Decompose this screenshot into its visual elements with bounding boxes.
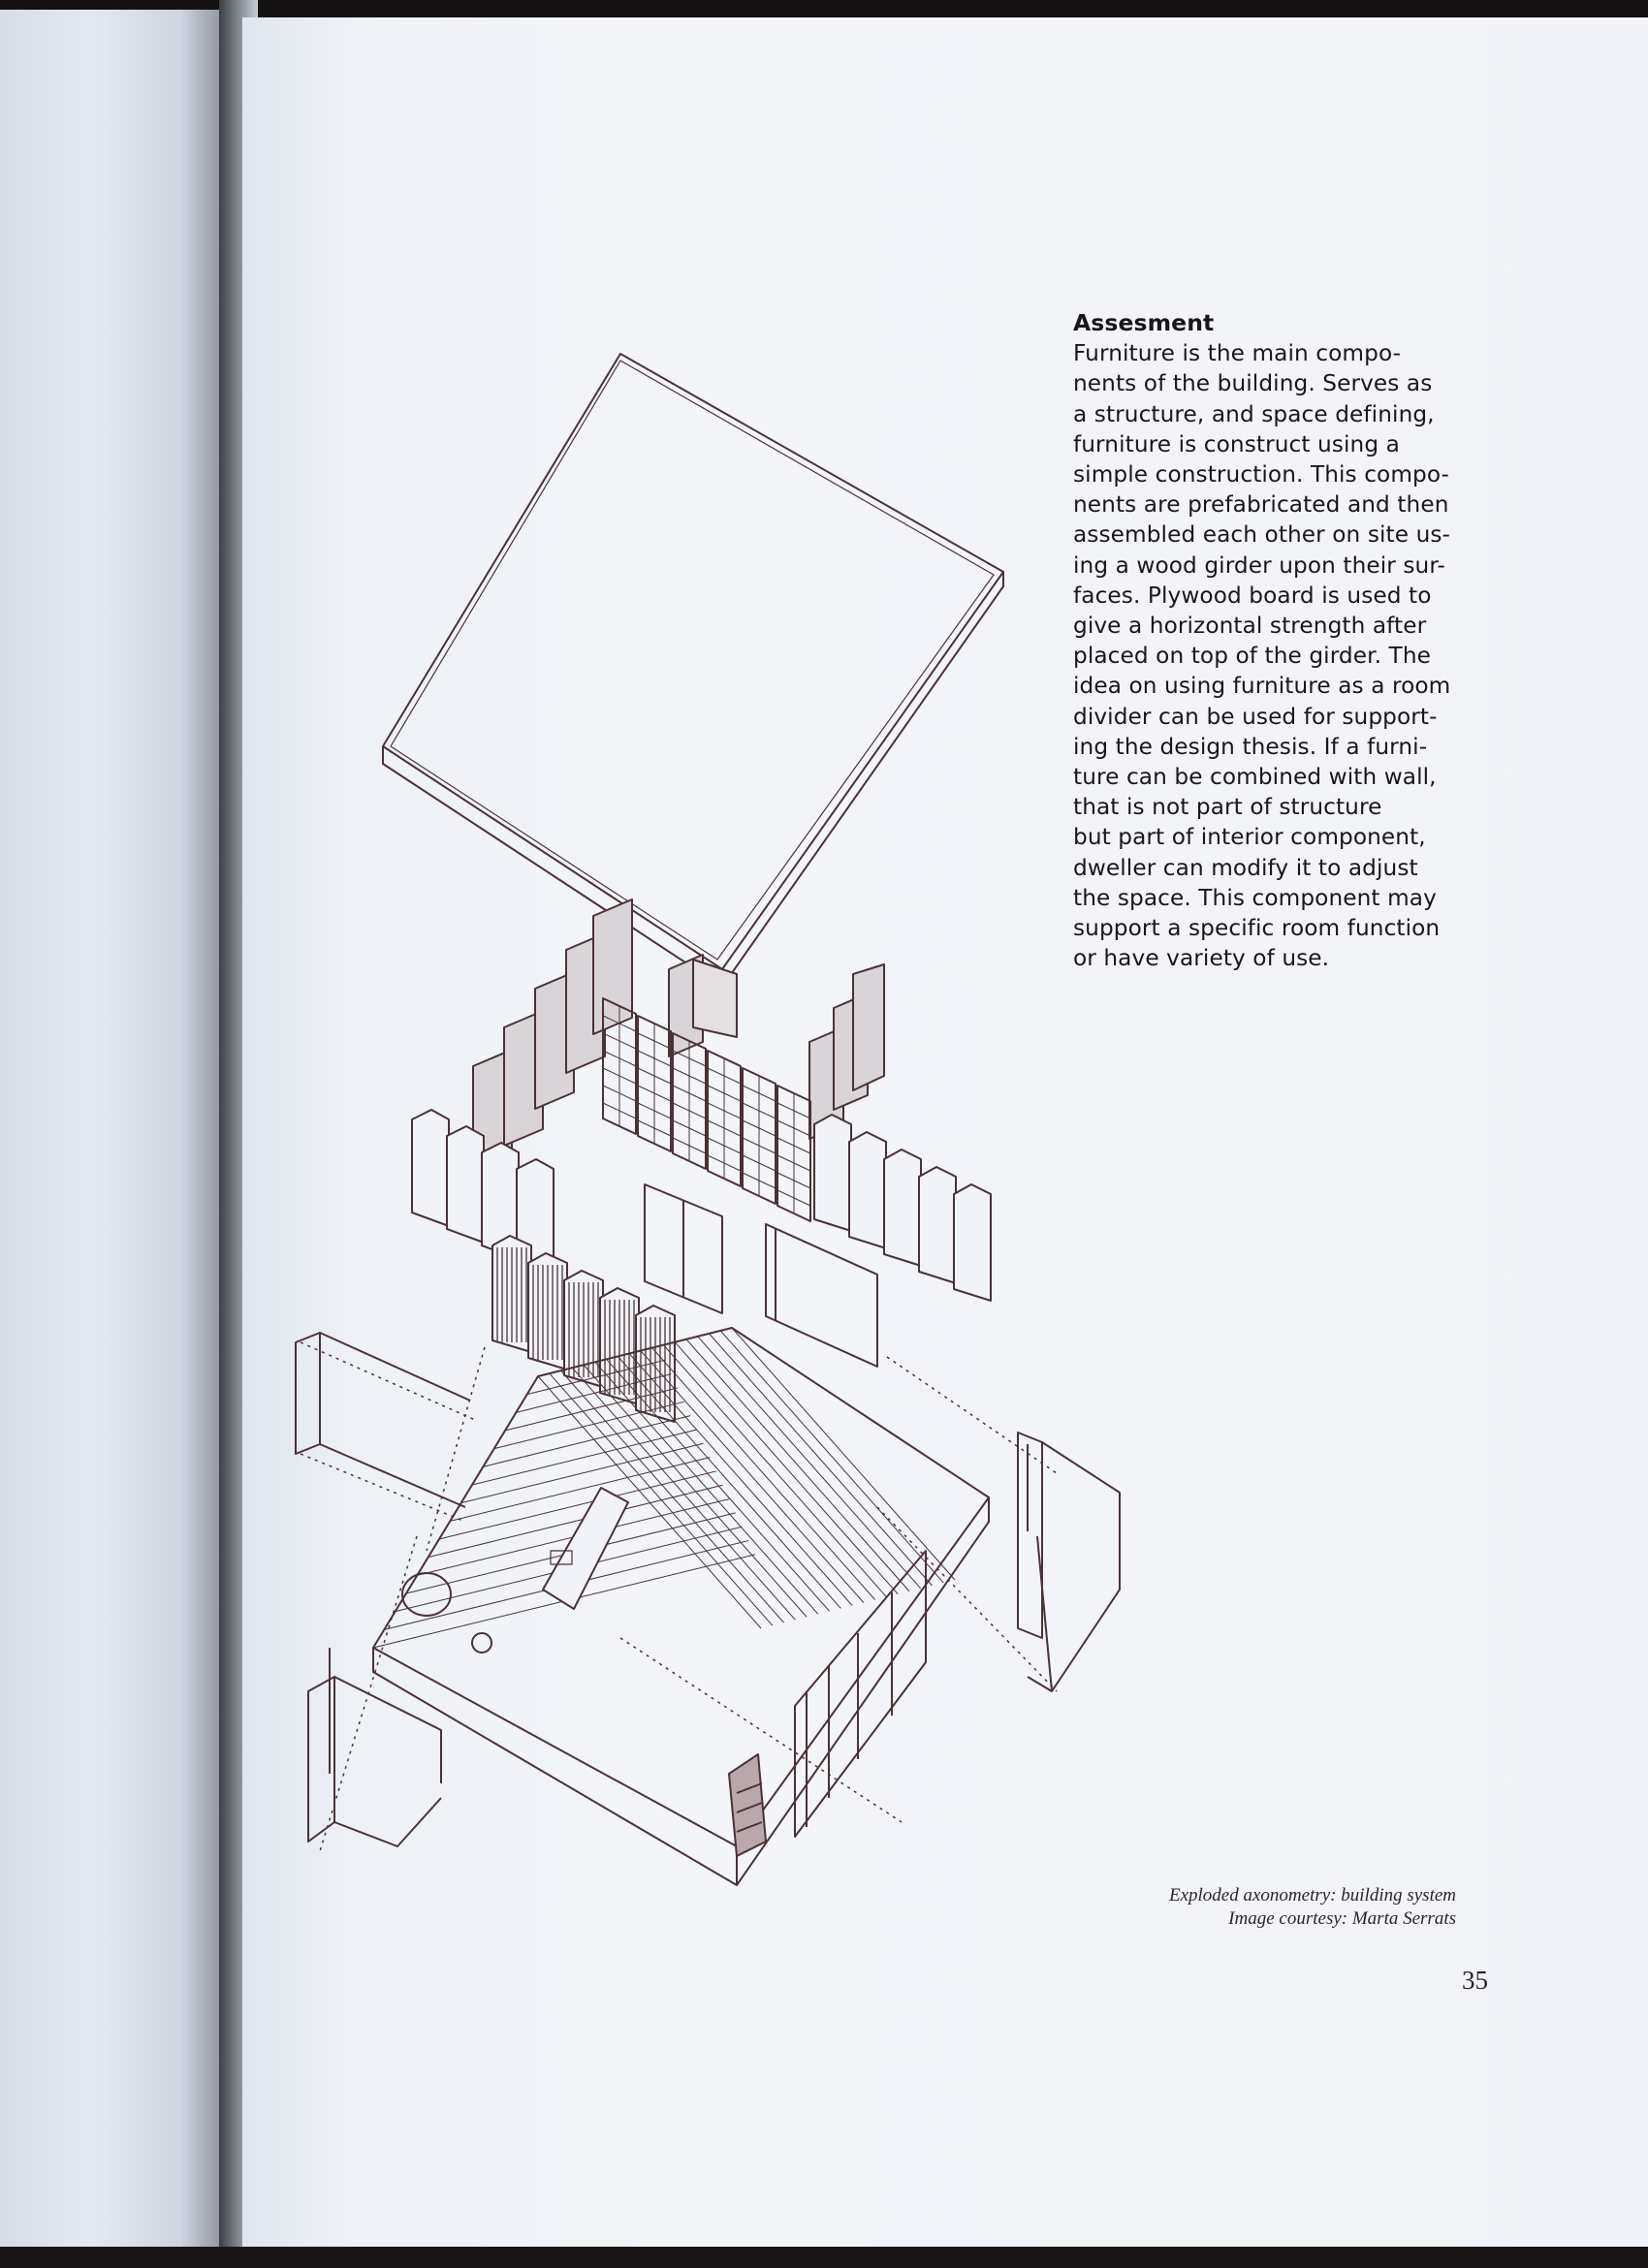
scan-bottom-edge <box>0 2247 1648 2268</box>
body-line: give a horizontal strength after <box>1073 613 1427 640</box>
body-line: furniture is construct using a <box>1073 430 1400 457</box>
floor-slab <box>373 1328 989 1885</box>
body-line: ing a wood girder upon their sur- <box>1073 551 1445 579</box>
body-line: Furniture is the main compo- <box>1073 340 1402 367</box>
article-text <box>1073 308 1461 973</box>
shelf-unit <box>743 1068 776 1204</box>
body-line: but part of interior component, <box>1073 824 1426 851</box>
cabinet-panel <box>919 1167 956 1283</box>
body-line: that is not part of structure <box>1073 794 1382 821</box>
body-line: faces. Plywood board is used to <box>1073 582 1432 609</box>
striped-wardrobe <box>492 1236 531 1352</box>
cabinet-panel <box>954 1184 991 1301</box>
body-line: support a specific room function <box>1073 915 1441 942</box>
shelving-units <box>603 998 810 1221</box>
body-line: nents of the building. Serves as <box>1073 370 1433 397</box>
left-wall-frames <box>296 1333 470 1846</box>
right-wall-frames <box>1018 1433 1120 1691</box>
body-line: assembled each other on site us- <box>1073 521 1451 549</box>
cabinet-panel <box>412 1110 449 1226</box>
roof-slab <box>383 354 1003 987</box>
left-page-edge <box>0 10 231 2251</box>
figure-caption <box>1169 1884 1456 1931</box>
body-line: or have variety of use. <box>1073 945 1330 972</box>
striped-wardrobe <box>528 1253 567 1370</box>
body-line: ing the design thesis. If a furni- <box>1073 733 1428 760</box>
striped-wardrobe <box>564 1271 603 1387</box>
shelf-unit <box>708 1051 741 1186</box>
body-line: placed on top of the girder. The <box>1073 643 1431 670</box>
body-line: ture can be combined with wall, <box>1073 764 1437 791</box>
caption-line-1: Exploded axonometry: building system <box>1168 1885 1456 1906</box>
body-line: nents are prefabricated and then <box>1073 491 1449 519</box>
shelf-unit <box>777 1086 810 1221</box>
cabinet-panel <box>884 1150 921 1266</box>
body-line: the space. This component may <box>1073 884 1437 911</box>
body-line: a structure, and space defining, <box>1073 400 1435 427</box>
shelf-unit <box>638 1016 671 1151</box>
body-line: dweller can modify it to adjust <box>1073 854 1418 881</box>
body-line: idea on using furniture as a room <box>1073 673 1451 700</box>
body-line: divider can be used for support- <box>1073 703 1438 730</box>
body-line: simple construction. This compo- <box>1073 461 1450 488</box>
glazed-wall <box>795 1551 926 1837</box>
body-paragraph <box>1073 338 1461 973</box>
exploded-axonometry-drawing <box>242 17 1212 1917</box>
stair <box>729 1754 766 1856</box>
cabinet-panel <box>814 1115 851 1231</box>
section-heading: Assesment <box>1073 309 1215 336</box>
cabinet-panel <box>447 1126 484 1243</box>
striped-wardrobe <box>636 1306 675 1422</box>
striped-wardrobes <box>492 1236 675 1422</box>
cabinet-panel <box>849 1132 886 1248</box>
caption-line-2: Image courtesy: Marta Serrats <box>1228 1908 1456 1929</box>
page-number: 35 <box>1462 1966 1488 1995</box>
